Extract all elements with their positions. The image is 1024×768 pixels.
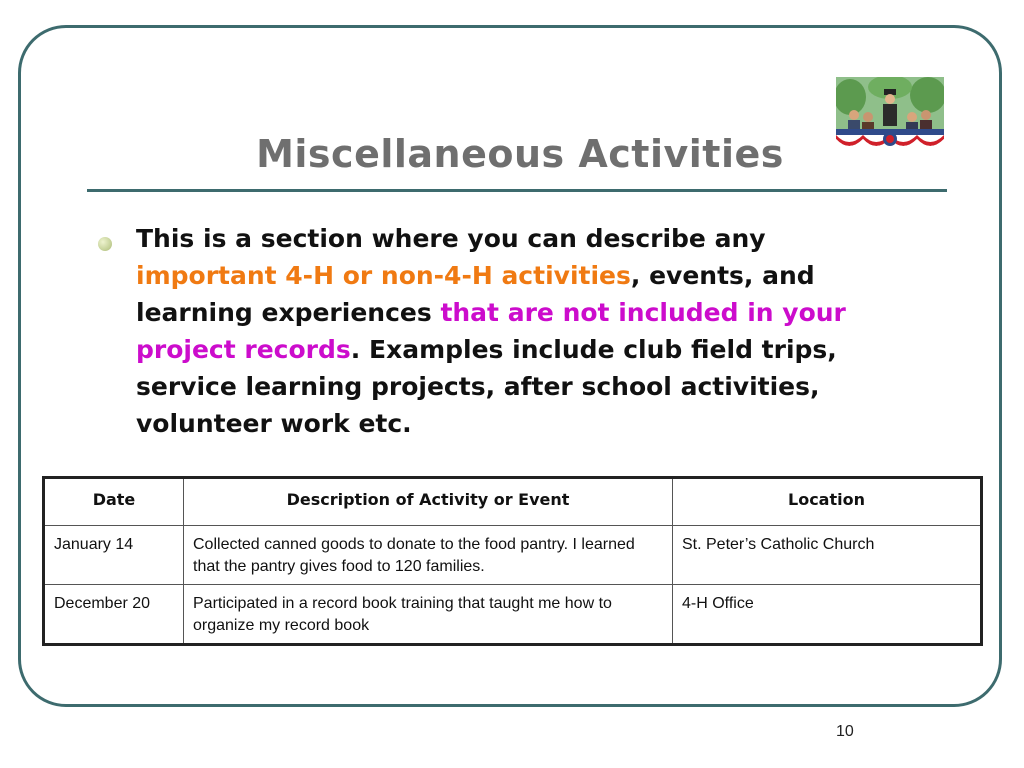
page-number: 10 bbox=[836, 723, 854, 740]
column-header-description: Description of Activity or Event bbox=[184, 478, 673, 526]
table-cell-date: December 20 bbox=[44, 585, 184, 645]
table-cell-description: Participated in a record book training that taught me how to organize my record book bbox=[184, 585, 673, 645]
bullet-icon bbox=[98, 237, 112, 251]
table-cell-location: St. Peter’s Catholic Church bbox=[673, 526, 982, 585]
column-header-date: Date bbox=[44, 478, 184, 526]
table-row bbox=[44, 585, 982, 645]
highlight-not-included: that are not included in your project records bbox=[136, 298, 846, 364]
activities-table bbox=[42, 476, 983, 646]
table-row bbox=[44, 526, 982, 585]
table-cell-description: Collected canned goods to donate to the food pantry. I learned that the pantry gives food to 120 families. bbox=[184, 526, 673, 585]
bullet-paragraph bbox=[136, 220, 906, 442]
page-title: Miscellaneous Activities bbox=[256, 132, 784, 176]
table-cell-location: 4-H Office bbox=[673, 585, 982, 645]
body-text-segment: . Examples include club field trips, service learning projects, after school activities, volunteer work etc. bbox=[136, 335, 837, 438]
body-text-segment: , events, and learning experiences bbox=[136, 261, 815, 327]
body-text-segment: This is a section where you can describe any bbox=[136, 224, 766, 253]
column-header-location: Location bbox=[673, 478, 982, 526]
table-cell-date: January 14 bbox=[44, 526, 184, 585]
title-divider bbox=[87, 189, 947, 192]
table-header-row bbox=[44, 478, 982, 526]
highlight-activities: important 4-H or non-4-H activities bbox=[136, 261, 631, 290]
